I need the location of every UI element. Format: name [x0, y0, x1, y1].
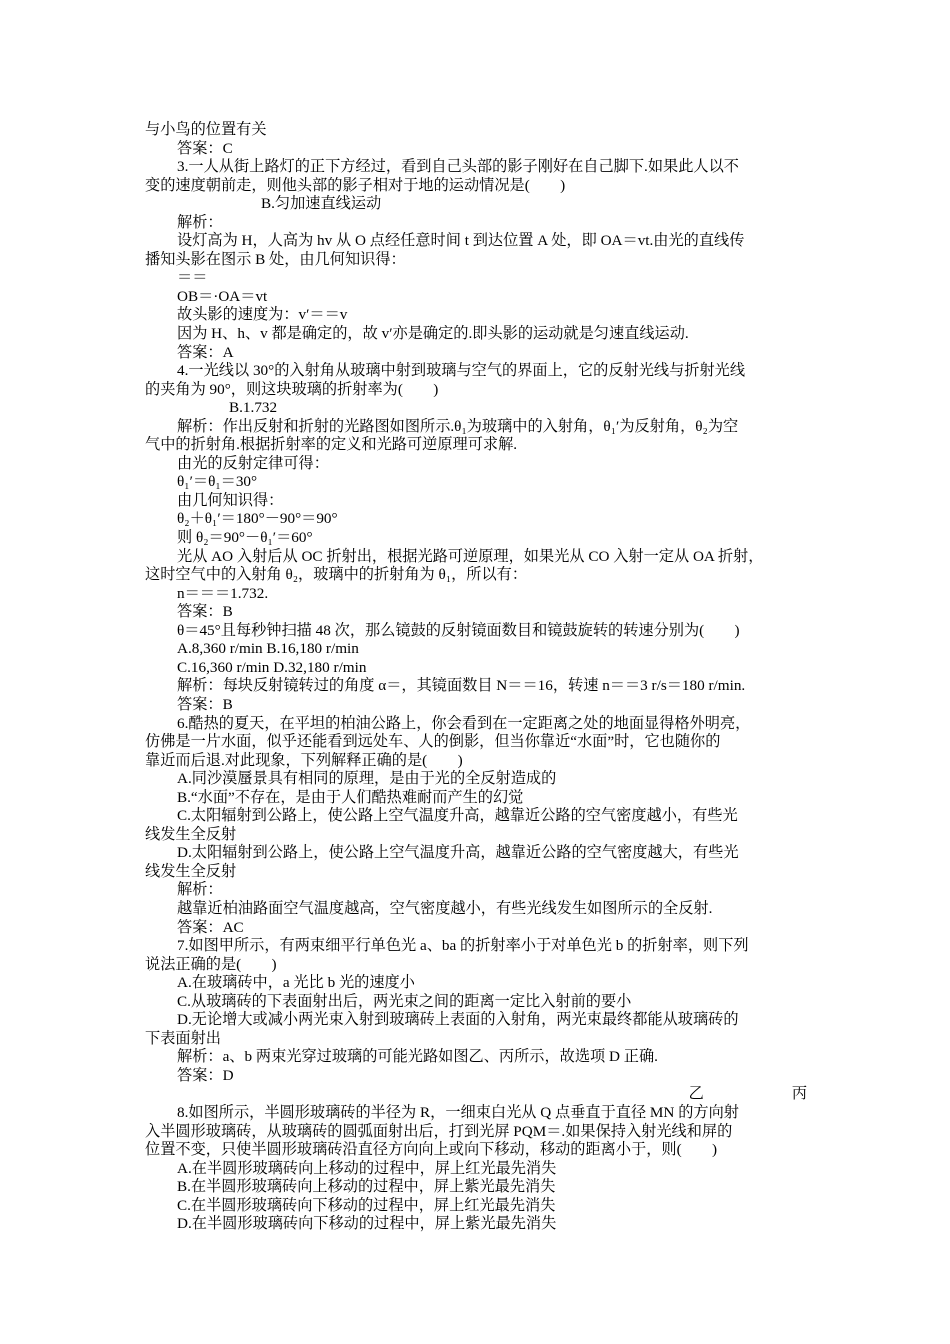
text-line: 答案：C [177, 139, 233, 157]
text-line: 光从 AO 入射后从 OC 折射出，根据光路可逆原理，如果光从 CO 入射一定从 OA 折射， [177, 547, 764, 565]
text-line: 6.酷热的夏天，在平坦的柏油公路上，你会看到在一定距离之处的地面显得格外明亮， [177, 714, 751, 732]
text-line: B.“水面”不存在，是由于人们酷热难耐而产生的幻觉 [177, 788, 524, 806]
text-line: 位置不变，只使半圆形玻璃砖沿直径方向向上或向下移动，移动的距离小于，则( ) [145, 1141, 718, 1159]
text-line: 播知头影在图示 B 处，由几何知识得： [145, 250, 406, 268]
text-line: C.太阳辐射到公路上，使公路上空气温度升高，越靠近公路的空气密度越小，有些光 [177, 807, 738, 825]
text-line: 解析：a、b 两束光穿过玻璃的可能光路如图乙、丙所示，故选项 D 正确. [177, 1048, 658, 1066]
text-line: 答案：A [177, 343, 234, 361]
text-line: B.1.732 [229, 399, 278, 417]
text-line: 解析： [177, 213, 223, 231]
text-line: 设灯高为 H，人高为 hv 从 O 点经任意时间 t 到达位置 A 处，即 OA＝vt.由光的直线传 [177, 232, 745, 250]
text-line: 与小鸟的位置有关 [145, 121, 267, 138]
figure-label-yi: 乙 [688, 1085, 704, 1103]
text-line: 线发生全反射 [145, 825, 237, 843]
text-line: 线发生全反射 [145, 862, 237, 880]
figure-label-row [145, 1085, 807, 1104]
text-line: 入半圆形玻璃砖，从玻璃砖的圆弧面射出后，打到光屏 PQM＝.如果保持入射光线和屏的 [145, 1122, 733, 1140]
document-body [145, 121, 807, 1234]
text-line: n＝＝＝1.732. [177, 584, 269, 602]
text-line: A.8,360 r/min B.16,180 r/min [177, 640, 359, 658]
text-line: 越靠近柏油路面空气温度越高，空气密度越小，有些光线发生如图所示的全反射. [177, 899, 713, 917]
text-line: 仿佛是一片水面，似乎还能看到远处车、人的倒影，但当你靠近“水面”时，它也随你的 [145, 733, 721, 751]
text-line: A.在半圆形玻璃砖向上移动的过程中，屏上红光最先消失 [177, 1159, 557, 1177]
text-line: 答案：D [177, 1066, 234, 1084]
text-line: 靠近而后退.对此现象，下列解释正确的是( ) [145, 751, 463, 769]
text-line: 3.一人从街上路灯的正下方经过，看到自己头部的影子刚好在自己脚下.如果此人以不 [177, 158, 739, 176]
text-line: A.在玻璃砖中，a 光比 b 光的速度小 [177, 974, 415, 992]
text-line: 解析：每块反射镜转过的角度 α＝，其镜面数目 N＝＝16，转速 n＝＝3 r/s＝180 r/min. [177, 677, 746, 695]
text-line: 8.如图所示，半圆形玻璃砖的半径为 R，一细束白光从 Q 点垂直于直径 MN 的方向射 [177, 1103, 739, 1121]
text-line: 说法正确的是( ) [145, 955, 277, 973]
text-line: θ＝45°且每秒钟扫描 48 次，那么镜鼓的反射镜面数目和镜鼓旋转的转速分别为( ) [177, 621, 740, 639]
text-line: θ₂＋θ₁′＝180°－90°＝90° [177, 510, 338, 528]
text-line: 4.一光线以 30°的入射角从玻璃中射到玻璃与空气的界面上，它的反射光线与折射光线 [177, 362, 746, 380]
figure-label-bing: 丙 [791, 1085, 807, 1103]
text-line: C.在半圆形玻璃砖向下移动的过程中，屏上红光最先消失 [177, 1196, 556, 1214]
text-line: 解析：作出反射和折射的光路图如图所示.θ₁为玻璃中的入射角，θ₁′为反射角，θ₂为空 [177, 417, 739, 435]
text-line: D.无论增大或减小两光束入射到玻璃砖上表面的入射角，两光束最终都能从玻璃砖的 [177, 1011, 739, 1029]
text-line: A.同沙漠蜃景具有相同的原理，是由于光的全反射造成的 [177, 770, 557, 788]
text-line: D.太阳辐射到公路上，使公路上空气温度升高，越靠近公路的空气密度越大，有些光 [177, 844, 739, 862]
text-line: B.在半圆形玻璃砖向上移动的过程中，屏上紫光最先消失 [177, 1178, 556, 1196]
text-line: 气中的折射角.根据折射率的定义和光路可逆原理可求解. [145, 436, 518, 454]
text-line: C.16,360 r/min D.32,180 r/min [177, 658, 367, 676]
text-line: 的夹角为 90°，则这块玻璃的折射率为( ) [145, 380, 439, 398]
text-line: θ₁′＝θ₁＝30° [177, 473, 258, 491]
text-line: 由几何知识得： [177, 491, 284, 509]
text-line: C.从玻璃砖的下表面射出后，两光束之间的距离一定比入射前的要小 [177, 992, 632, 1010]
text-line: 则 θ₂＝90°－θ₁′＝60° [177, 529, 313, 547]
text-line: 因为 H、h、v 都是确定的，故 v′亦是确定的.即头影的运动就是匀速直线运动. [177, 325, 689, 343]
text-line: B.匀加速直线运动 [261, 195, 382, 213]
text-line: 答案：B [177, 695, 233, 713]
text-line: 由光的反射定律可得： [177, 454, 329, 472]
text-block-questions-3-7 [145, 121, 807, 1085]
text-line: D.在半圆形玻璃砖向下移动的过程中，屏上紫光最先消失 [177, 1215, 557, 1233]
text-line: 故头影的速度为：v′＝＝v [177, 306, 348, 324]
text-block-question-8 [145, 1104, 807, 1234]
text-line: 7.如图甲所示，有两束细平行单色光 a、ba 的折射率小于对单色光 b 的折射率，则下列 [177, 937, 749, 955]
text-line: 答案：B [177, 603, 233, 621]
text-line: 这时空气中的入射角 θ₂，玻璃中的折射角为 θ₁，所以有： [145, 566, 528, 584]
text-line: 答案：AC [177, 918, 244, 936]
text-line: 变的速度朝前走，则他头部的影子相对于地的运动情况是( ) [145, 176, 566, 194]
text-line: OB＝·OA＝vt [177, 287, 268, 305]
text-line: 解析： [177, 881, 223, 899]
text-line: ＝＝ [177, 269, 208, 287]
text-line: 下表面射出 [145, 1029, 221, 1047]
